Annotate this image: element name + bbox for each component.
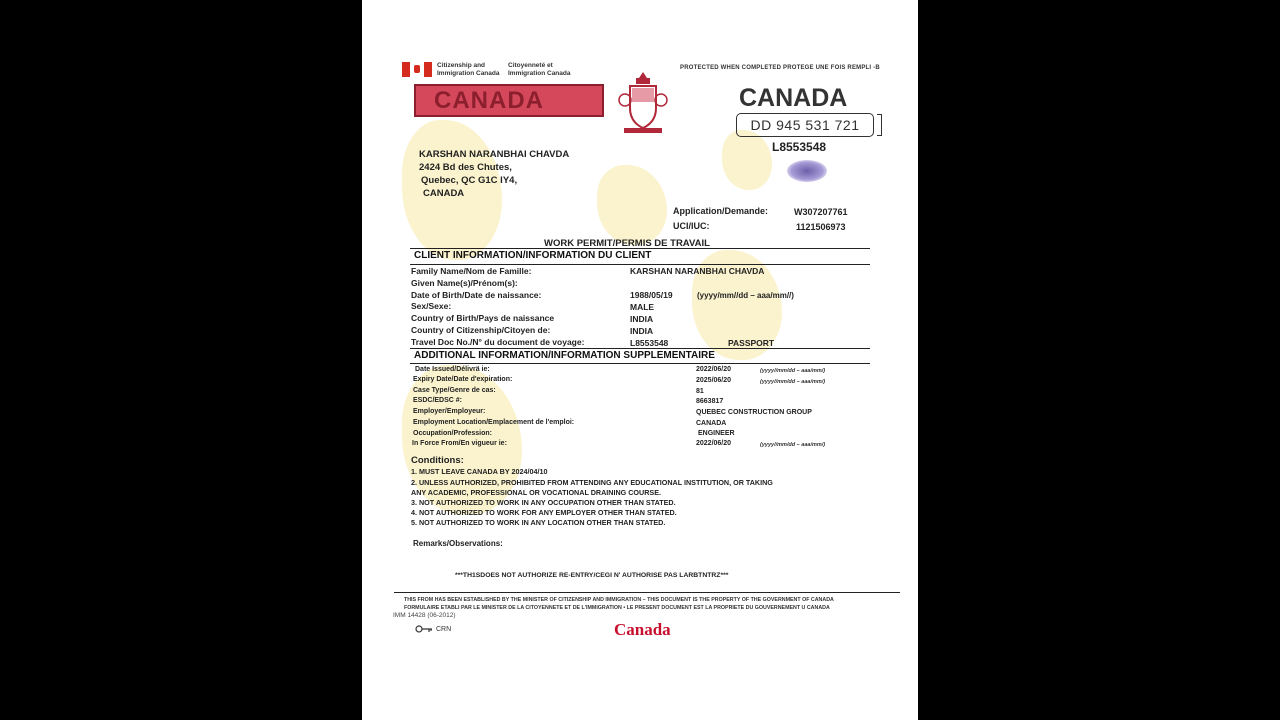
- crbn-code: CRN: [436, 626, 452, 633]
- citizenship-label: Country of Citizenship/Citoyen de:: [411, 325, 551, 335]
- key-icon: [415, 625, 433, 633]
- citizenship-value: INDIA: [630, 326, 654, 336]
- country-of-birth-value: INDIA: [630, 314, 654, 324]
- travel-doc-label: Travel Doc No./N° du document de voyage:: [411, 337, 585, 347]
- uci-label: UCI/IUC:: [673, 221, 710, 231]
- employment-location-label: Employment Location/Emplacement de l'emploi:: [413, 419, 575, 426]
- case-type-label: Case Type/Genre de cas:: [413, 387, 496, 394]
- expiry-value: 2025/06/20: [696, 377, 732, 384]
- expiry-format: (yyyy//mm/dd – aaa/mm/): [760, 379, 826, 385]
- esdc-value: 8663817: [696, 398, 724, 405]
- in-force-label: In Force From/En vigueur ie:: [412, 440, 507, 447]
- condition-item: 5. NOT AUTHORIZED TO WORK IN ANY LOCATION OTHER THAN STATED.: [411, 518, 666, 527]
- address-street: 2424 Bd des Chutes,: [419, 162, 512, 173]
- document-serial-number: DD 945 531 721: [736, 113, 874, 137]
- maple-leaf-watermark: [597, 165, 667, 245]
- address-name: KARSHAN NARANBHAI CHAVDA: [419, 149, 570, 160]
- esdc-label: ESDC/EDSC #:: [413, 397, 463, 404]
- uci-value: 1121506973: [796, 222, 846, 232]
- condition-item: 2. UNLESS AUTHORIZED, PROHIBITED FROM ATTENDING ANY EDUCATIONAL INSTITUTION, OR TAKING: [411, 478, 773, 487]
- family-name-label: Family Name/Nom de Famille:: [411, 266, 532, 276]
- canada-stamp: CANADA: [414, 84, 604, 117]
- date-issued-format: (yyyy//mm/dd – aaa/mm/): [760, 368, 826, 374]
- date-issued-value: 2022/06/20: [696, 366, 732, 373]
- country-title: CANADA: [739, 84, 848, 112]
- employment-location-value: CANADA: [696, 420, 727, 427]
- expiry-label: Expiry Date/Date d'expiration:: [413, 376, 513, 383]
- serial-bracket: [877, 114, 882, 136]
- given-name-label: Given Name(s)/Prénom(s):: [411, 278, 518, 288]
- protected-label: PROTECTED WHEN COMPLETED PROTEGE UNE FOIS REMPLI -B: [680, 65, 880, 71]
- occupation-value: ENGINEER: [698, 430, 735, 437]
- holder-photo-watermark: [787, 160, 827, 182]
- department-name-fr: Citoyenneté et Immigration Canada: [508, 62, 571, 77]
- passport-number-header: L8553548: [772, 140, 827, 154]
- employer-label: Employer/Employeur:: [413, 408, 486, 415]
- address-city: Quebec, QC G1C IY4,: [421, 175, 518, 186]
- client-section-heading: CLIENT INFORMATION/INFORMATION DU CLIENT: [414, 250, 652, 261]
- footer-line-fr: FORMULAIRE ETABLI PAR LE MINISTER DE LA CITOYENNETE ET DE L'IMMIGRATION • LE PRESENT DOCUMENT EST LA PROPRIETE DU GOUVERNEMENT U CANADA: [404, 605, 830, 611]
- in-force-value: 2022/06/20: [696, 440, 732, 447]
- occupation-label: Occupation/Profession:: [413, 430, 492, 437]
- sex-value: MALE: [630, 302, 655, 312]
- dob-label: Date of Birth/Date de naissance:: [411, 290, 542, 300]
- application-label: Application/Demande:: [673, 206, 769, 216]
- family-name-value: KARSHAN NARANBHAI CHAVDA: [630, 266, 765, 276]
- employer-value: QUEBEC CONSTRUCTION GROUP: [696, 409, 812, 416]
- address-country: CANADA: [423, 188, 465, 199]
- divider: [410, 348, 870, 349]
- footer-divider: [394, 592, 900, 593]
- footer-line-en: THIS FROM HAS BEEN ESTABLISHED BY THE MINISTER OF CITIZENSHIP AND IMMIGRATION – THIS DOCUMENT IS THE PROPERTY OF THE GOVERNMENT OF CANADA: [404, 597, 834, 603]
- in-force-format: (yyyy//mm/dd – aaa/mm/): [760, 442, 826, 448]
- canada-flag-icon: [402, 62, 432, 77]
- canada-wordmark: Canada: [614, 620, 671, 639]
- condition-item: ANY ACADEMIC, PROFESSIONAL OR VOCATIONAL DRAINING COURSE.: [411, 488, 661, 497]
- condition-item: 4. NOT AUTHORIZED TO WORK FOR ANY EMPLOYER OTHER THAN STATED.: [411, 508, 677, 517]
- case-type-value: 81: [696, 388, 704, 395]
- dob-value: 1988/05/19: [630, 290, 673, 300]
- form-number: IMM 14428 (06-2012): [393, 612, 456, 619]
- divider: [410, 264, 870, 265]
- remarks-label: Remarks/Observations:: [413, 539, 503, 548]
- document-title: WORK PERMIT/PERMIS DE TRAVAIL: [544, 238, 710, 249]
- maple-leaf-watermark: [722, 130, 772, 190]
- dob-format: (yyyy/mm//dd – aaa/mm//): [697, 291, 794, 300]
- country-of-birth-label: Country of Birth/Pays de naissance: [411, 313, 555, 323]
- coat-of-arms-icon: [618, 70, 668, 136]
- application-value: W307207761: [794, 207, 848, 217]
- travel-doc-type: PASSPORT: [728, 338, 775, 348]
- date-issued-label: Date Issued/Délivrä ie:: [415, 366, 490, 373]
- department-name-en: Citizenship and Immigration Canada: [437, 62, 500, 77]
- condition-item: 1. MUST LEAVE CANADA BY 2024/04/10: [411, 467, 548, 476]
- additional-section-heading: ADDITIONAL INFORMATION/INFORMATION SUPPLEMENTAIRE: [414, 350, 715, 361]
- reentry-notice: ***TH1SDOES NOT AUTHORIZE RE-ENTRY/CEGI N' AUTHORISE PAS LARBTNTRZ***: [455, 572, 729, 579]
- conditions-heading: Conditions:: [411, 455, 464, 466]
- condition-item: 3. NOT AUTHORIZED TO WORK IN ANY OCCUPATION OTHER THAN STATED.: [411, 498, 676, 507]
- work-permit-document: [362, 0, 918, 720]
- divider: [410, 363, 870, 364]
- sex-label: Sex/Sexe:: [411, 301, 452, 311]
- divider: [410, 248, 870, 249]
- travel-doc-value: L8553548: [630, 338, 669, 348]
